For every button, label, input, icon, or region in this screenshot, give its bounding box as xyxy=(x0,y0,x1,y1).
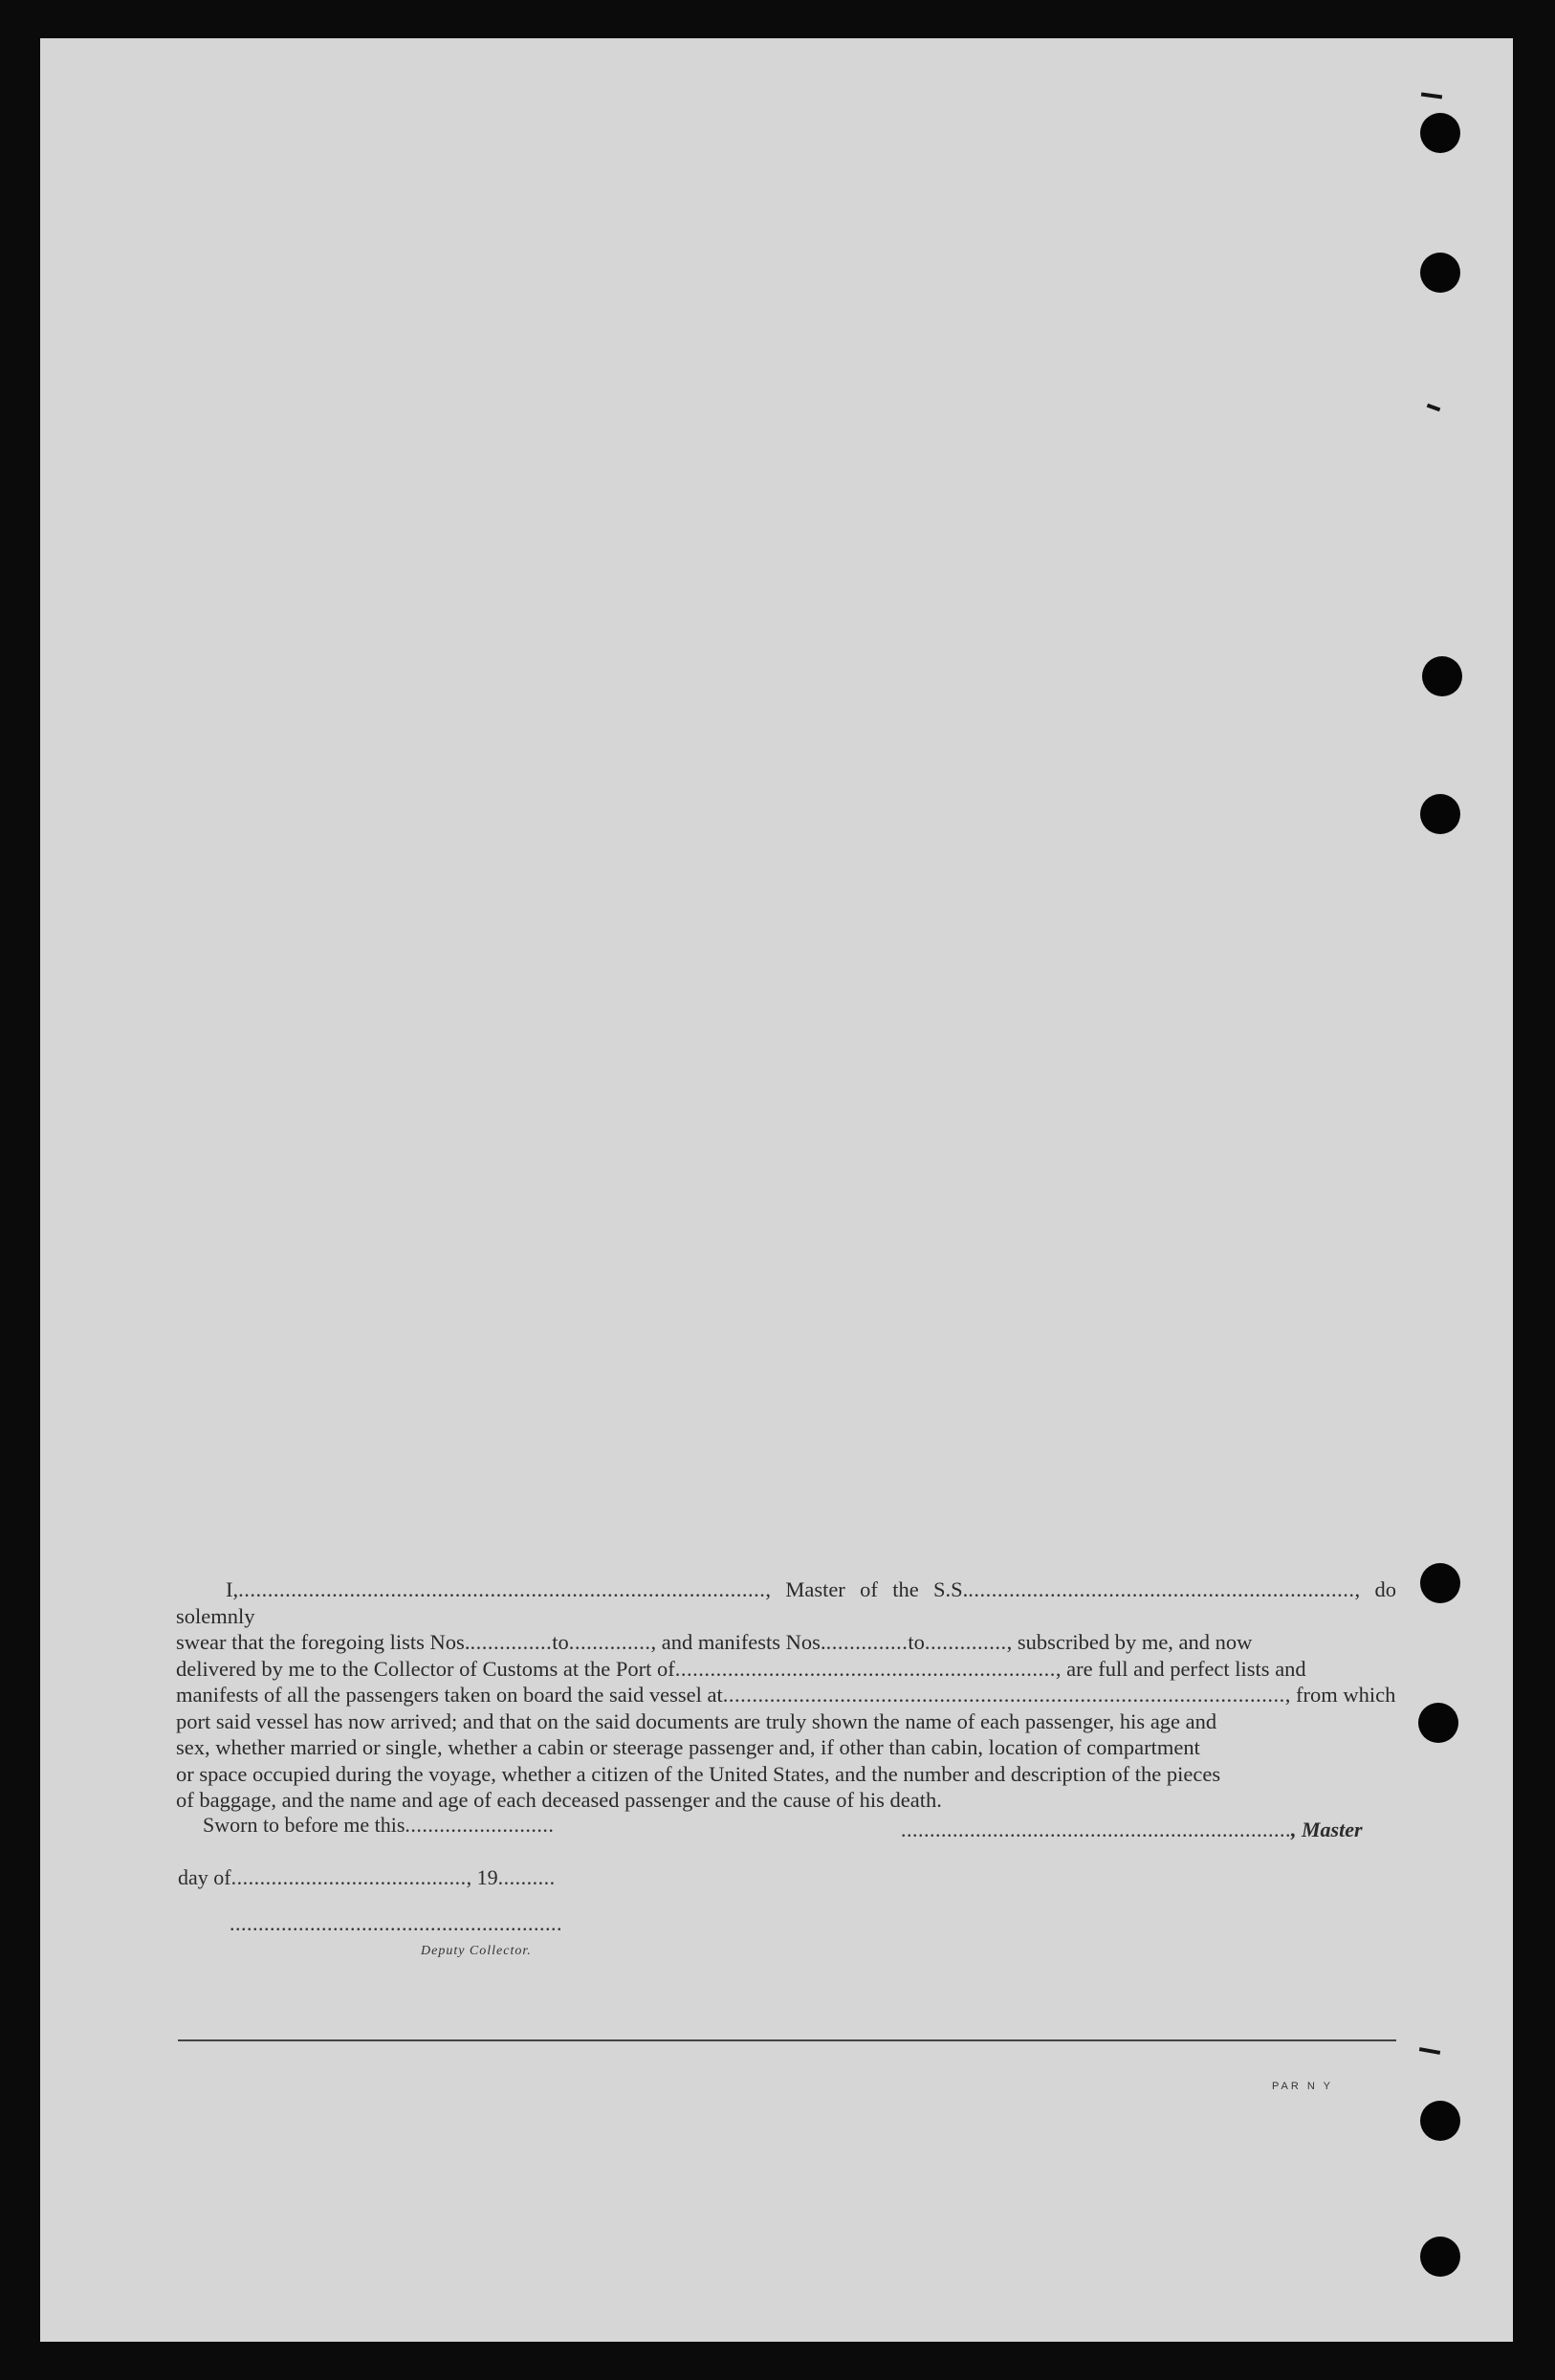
oath-text: sex, whether married or single, whether a cabin or steerage passenger and, if other than cabin, location of compartment xyxy=(176,1735,1200,1759)
punch-hole xyxy=(1420,1563,1460,1603)
sworn-line: Sworn to before me this.......................... xyxy=(203,1813,555,1837)
sworn-label: Sworn to before me this xyxy=(203,1813,405,1837)
deputy-collector-label: Deputy Collector. xyxy=(421,1944,532,1958)
punch-hole xyxy=(1420,113,1460,153)
oath-text: , and manifests Nos. xyxy=(650,1630,826,1654)
oath-paragraph: I,.........................................................................................., Master of the S.S..................................................................., do solemnly swear that the foregoing lists Nos...............to.............., and manifests Nos...............to.............., subscribed by me, and now delivered by me to the Collector of Customs at the Port of................................................................., are full and perfect lists and manifests of all the passengers taken on board the said vessel at................................................................................................, from which port said vessel has now arrived; and that on the said documents are truly shown the name of each passenger, his age and sex, whether married or single, whether a cabin or steerage passenger and, if other than cabin, location of compartment or space occupied during the voyage, whether a citizen of the United States, and the number and description of the pieces of baggage, and the name and age of each deceased passenger and the cause of his death. xyxy=(176,1577,1396,1812)
horizontal-rule xyxy=(178,2039,1396,2041)
oath-text: manifests of all the passengers taken on board the said vessel at xyxy=(176,1683,723,1707)
oath-text: , are full and perfect lists and xyxy=(1055,1656,1306,1681)
punch-hole xyxy=(1420,2101,1460,2141)
oath-text: to xyxy=(908,1630,925,1654)
printer-mark: PAR N Y xyxy=(1272,2081,1333,2092)
deputy-signature-line: .......................................................... xyxy=(230,1911,562,1935)
oath-text: , do solemnly xyxy=(176,1577,1396,1628)
master-signature-line: ...................................................................., Master xyxy=(901,1818,1363,1841)
oath-text: swear that the foregoing lists Nos. xyxy=(176,1630,471,1654)
oath-text: , from which xyxy=(1284,1683,1396,1707)
punch-hole xyxy=(1418,1703,1458,1743)
punch-hole xyxy=(1420,253,1460,293)
oath-text: port said vessel has now arrived; and that on the said documents are truly shown the name of each passenger, his age and xyxy=(176,1708,1217,1733)
day-of-label: day of xyxy=(178,1865,231,1889)
punch-hole xyxy=(1420,2237,1460,2277)
oath-text: or space occupied during the voyage, whether a citizen of the United States, and the number and description of the pieces xyxy=(176,1761,1221,1786)
master-label: , Master xyxy=(1291,1818,1363,1841)
punch-hole xyxy=(1422,656,1462,696)
year-label: , 19 xyxy=(466,1865,498,1889)
punch-hole xyxy=(1420,794,1460,834)
oath-text: , subscribed by me, and now xyxy=(1006,1630,1253,1654)
oath-text: of baggage, and the name and age of each deceased passenger and the cause of his death. xyxy=(176,1788,942,1812)
oath-text: I, xyxy=(226,1577,239,1601)
day-of-line: day of........................................., 19.......... xyxy=(178,1865,556,1889)
document-page xyxy=(40,38,1513,2342)
oath-text: to xyxy=(552,1630,569,1654)
oath-text: delivered by me to the Collector of Customs at the Port of xyxy=(176,1656,675,1681)
oath-text: , Master of the S.S. xyxy=(765,1577,969,1601)
